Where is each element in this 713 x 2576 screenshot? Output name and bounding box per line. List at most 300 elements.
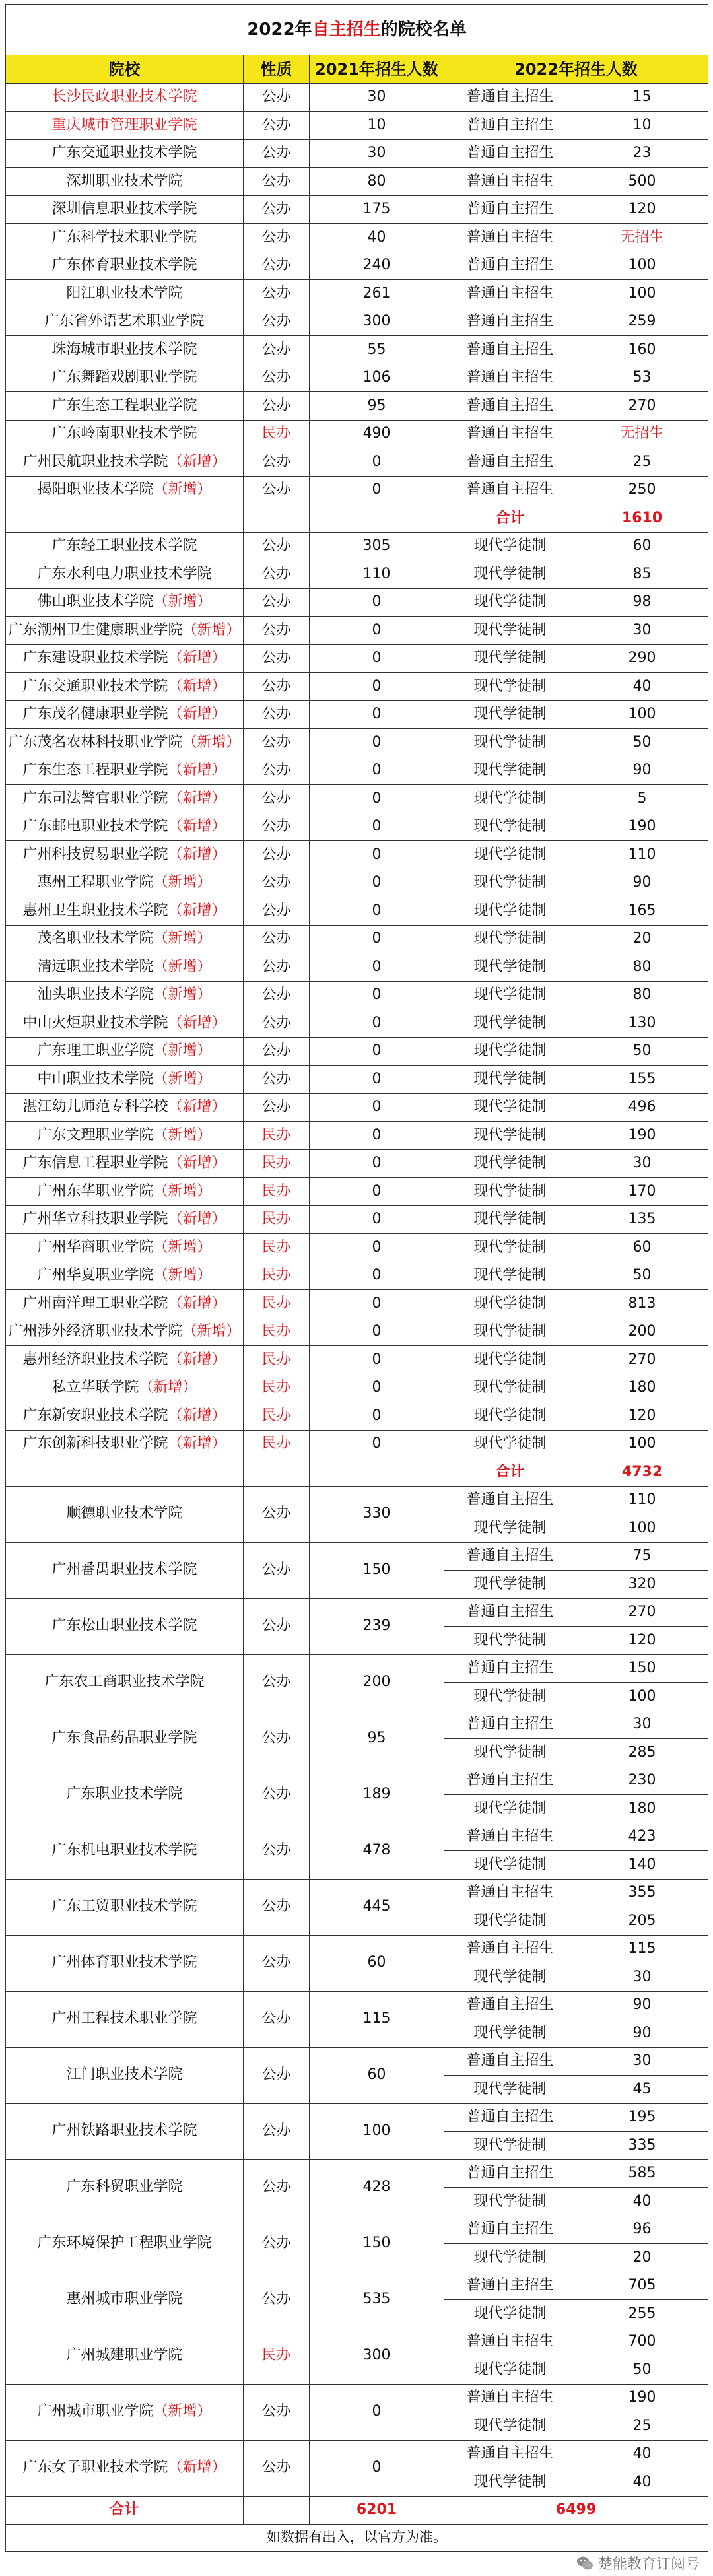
school-cell xyxy=(6,1037,244,1066)
nature-cell: 公办 xyxy=(244,1711,310,1767)
table-row xyxy=(6,1122,708,1150)
school-name: 惠州经济职业技术学院 xyxy=(22,1351,168,1368)
count-2022-cell: 85 xyxy=(576,560,708,589)
count-2022-cell: 75 xyxy=(576,1542,708,1571)
type-cell: 现代学徒制 xyxy=(444,700,576,729)
school-cell xyxy=(6,869,244,897)
count-2021-cell: 0 xyxy=(310,897,444,926)
count-2022-cell: 320 xyxy=(576,1571,708,1599)
footer-row xyxy=(6,2525,708,2552)
grand-total-row xyxy=(6,2496,708,2525)
count-2022-cell: 90 xyxy=(576,757,708,785)
nature-cell: 公办 xyxy=(244,392,310,421)
nature-cell: 公办 xyxy=(244,2384,310,2440)
school-name: 广州民航职业技术学院 xyxy=(22,453,168,470)
school-cell xyxy=(6,953,244,982)
new-tag: （新增） xyxy=(168,902,226,919)
count-2022-cell: 96 xyxy=(576,2216,708,2244)
type-cell: 普通自主招生 xyxy=(444,1935,576,1963)
type-cell: 现代学徒制 xyxy=(444,925,576,953)
nature-cell: 公办 xyxy=(244,2103,310,2159)
type-cell: 现代学徒制 xyxy=(444,1851,576,1880)
table-row xyxy=(6,785,708,813)
count-2021-cell: 60 xyxy=(310,1935,444,1991)
table-row xyxy=(6,1149,708,1178)
table-row xyxy=(6,644,708,673)
count-2022-cell: 100 xyxy=(576,700,708,729)
count-2021-cell: 0 xyxy=(310,476,444,504)
school-cell xyxy=(6,757,244,785)
count-2021-cell: 239 xyxy=(310,1598,444,1654)
school-name: 深圳信息职业技术学院 xyxy=(51,201,197,218)
type-cell: 普通自主招生 xyxy=(444,308,576,336)
type-cell: 现代学徒制 xyxy=(444,560,576,589)
type-cell: 普通自主招生 xyxy=(444,1991,576,2019)
table-row xyxy=(6,476,708,504)
nature-cell: 民办 xyxy=(244,1122,310,1150)
school-name: 广东邮电职业技术学院 xyxy=(22,818,168,835)
school-name: 惠州卫生职业技术学院 xyxy=(22,902,168,919)
nature-cell: 公办 xyxy=(244,2047,310,2103)
count-2022-cell: 496 xyxy=(576,1093,708,1122)
school-name: 广东信息工程职业学院 xyxy=(22,1155,168,1172)
school-cell xyxy=(6,1066,244,1094)
count-2022-cell: 30 xyxy=(576,617,708,645)
table-row xyxy=(6,1262,708,1290)
school-name: 广东省外语艺术职业学院 xyxy=(44,313,205,330)
count-2021-cell: 0 xyxy=(310,1234,444,1262)
new-tag: （新增） xyxy=(182,733,241,751)
table-row xyxy=(6,1374,708,1402)
type-cell: 现代学徒制 xyxy=(444,869,576,897)
table-row xyxy=(6,1009,708,1038)
page-title: 2022年自主招生的院校名单 xyxy=(6,5,708,55)
school-cell xyxy=(6,1767,244,1823)
count-2022-cell: 50 xyxy=(576,2356,708,2385)
type-cell: 普通自主招生 xyxy=(444,224,576,252)
type-cell: 现代学徒制 xyxy=(444,1346,576,1374)
school-name: 广东岭南职业技术学院 xyxy=(51,425,197,442)
new-tag: （新增） xyxy=(168,1351,226,1368)
school-cell xyxy=(6,1823,244,1879)
school-name: 广东水利电力职业技术学院 xyxy=(37,565,212,582)
count-2021-cell: 428 xyxy=(310,2159,444,2216)
nature-cell: 民办 xyxy=(244,1318,310,1346)
school-cell xyxy=(6,841,244,869)
count-2021-cell: 0 xyxy=(310,1093,444,1122)
school-cell xyxy=(6,588,244,617)
school-name: 广州番禺职业技术学院 xyxy=(51,1561,197,1578)
table-row xyxy=(6,1654,708,1683)
school-name: 广州铁路职业技术学院 xyxy=(51,2122,197,2140)
table-row xyxy=(6,560,708,589)
new-tag: （新增） xyxy=(168,1014,226,1031)
admission-table xyxy=(5,4,708,2552)
type-cell: 普通自主招生 xyxy=(444,476,576,504)
school-cell xyxy=(6,2159,244,2216)
school-cell xyxy=(6,1542,244,1598)
watermark-text: 楚能教育订阅号 xyxy=(597,2556,700,2573)
school-name: 广州东华职业学院 xyxy=(37,1182,154,1200)
school-name: 顺德职业技术学院 xyxy=(66,1505,183,1522)
count-2021-cell: 0 xyxy=(310,1149,444,1178)
table-row xyxy=(6,953,708,982)
school-cell xyxy=(6,617,244,645)
count-2022-cell: 30 xyxy=(576,1963,708,1992)
school-name: 广东生态工程职业学院 xyxy=(51,397,197,414)
school-name: 广东农工商职业技术学院 xyxy=(44,1674,205,1691)
count-2022-cell: 285 xyxy=(576,1739,708,1767)
new-tag: （新增） xyxy=(168,846,226,863)
nature-cell: 公办 xyxy=(244,869,310,897)
count-2022-cell: 100 xyxy=(576,1430,708,1458)
table-row xyxy=(6,2159,708,2188)
count-2022-cell: 120 xyxy=(576,195,708,224)
count-2022-cell: 45 xyxy=(576,2076,708,2104)
grand-total-2022: 6499 xyxy=(444,2496,708,2525)
nature-cell: 公办 xyxy=(244,532,310,560)
nature-cell: 公办 xyxy=(244,252,310,280)
nature-cell: 公办 xyxy=(244,813,310,841)
header-2022: 2022年招生人数 xyxy=(444,55,708,84)
subtotal-value: 4732 xyxy=(576,1458,708,1487)
title-row xyxy=(6,5,708,55)
nature-cell: 公办 xyxy=(244,83,310,112)
table-row xyxy=(6,1598,708,1627)
new-tag: （新增） xyxy=(168,762,226,779)
count-2022-cell: 98 xyxy=(576,588,708,617)
count-2022-cell: 120 xyxy=(576,1627,708,1655)
school-cell xyxy=(6,1234,244,1262)
table-row xyxy=(6,1066,708,1094)
type-cell: 现代学徒制 xyxy=(444,1262,576,1290)
school-name: 深圳职业技术学院 xyxy=(66,172,183,189)
count-2021-cell: 0 xyxy=(310,1009,444,1038)
count-2022-cell: 40 xyxy=(576,2440,708,2468)
type-cell: 现代学徒制 xyxy=(444,981,576,1009)
school-name: 揭阳职业技术学院 xyxy=(37,481,154,498)
count-2022-cell: 270 xyxy=(576,1346,708,1374)
type-cell: 普通自主招生 xyxy=(444,2103,576,2132)
nature-cell: 公办 xyxy=(244,2440,310,2496)
table-row xyxy=(6,195,708,224)
count-2021-cell: 0 xyxy=(310,841,444,869)
wechat-icon xyxy=(576,2554,594,2573)
nature-cell: 民办 xyxy=(244,1430,310,1458)
nature-cell: 公办 xyxy=(244,336,310,364)
table-row xyxy=(6,336,708,364)
new-tag: （新增） xyxy=(153,1267,212,1284)
nature-cell: 公办 xyxy=(244,1935,310,1991)
count-2021-cell: 300 xyxy=(310,308,444,336)
school-cell xyxy=(6,1486,244,1542)
school-cell xyxy=(6,1430,244,1458)
count-2022-cell: 290 xyxy=(576,644,708,673)
table-row xyxy=(6,2272,708,2300)
new-tag: （新增） xyxy=(153,1070,212,1087)
school-cell xyxy=(6,673,244,701)
count-2021-cell: 0 xyxy=(310,729,444,757)
count-2022-cell: 110 xyxy=(576,1486,708,1514)
header-school: 院校 xyxy=(6,55,244,84)
school-cell xyxy=(6,139,244,168)
count-2021-cell: 478 xyxy=(310,1823,444,1879)
table-row xyxy=(6,2047,708,2076)
count-2021-cell: 106 xyxy=(310,364,444,392)
type-cell: 普通自主招生 xyxy=(444,1486,576,1514)
count-2021-cell: 330 xyxy=(310,1486,444,1542)
count-2022-cell: 无招生 xyxy=(576,420,708,448)
count-2021-cell: 305 xyxy=(310,532,444,560)
empty-cell xyxy=(310,504,444,533)
school-cell xyxy=(6,252,244,280)
subtotal-row xyxy=(6,504,708,533)
type-cell: 现代学徒制 xyxy=(444,1122,576,1150)
count-2021-cell: 261 xyxy=(310,280,444,308)
count-2021-cell: 490 xyxy=(310,420,444,448)
school-name: 广州科技贸易职业学院 xyxy=(22,846,168,863)
count-2021-cell: 0 xyxy=(310,757,444,785)
type-cell: 普通自主招生 xyxy=(444,364,576,392)
nature-cell: 公办 xyxy=(244,1767,310,1823)
school-cell xyxy=(6,1205,244,1234)
table-row xyxy=(6,83,708,112)
school-name: 广东女子职业技术学院 xyxy=(22,2459,168,2476)
count-2021-cell: 0 xyxy=(310,1262,444,1290)
count-2021-cell: 10 xyxy=(310,112,444,140)
new-tag: （新增） xyxy=(153,930,212,947)
type-cell: 现代学徒制 xyxy=(444,1205,576,1234)
count-2022-cell: 20 xyxy=(576,2244,708,2272)
school-cell xyxy=(6,1598,244,1654)
subtotal-value: 1610 xyxy=(576,504,708,533)
nature-cell: 民办 xyxy=(244,1346,310,1374)
count-2022-cell: 335 xyxy=(576,2132,708,2160)
school-name: 中山职业技术学院 xyxy=(37,1070,154,1087)
nature-cell: 公办 xyxy=(244,981,310,1009)
empty-cell xyxy=(244,1458,310,1487)
nature-cell: 民办 xyxy=(244,1402,310,1431)
nature-cell: 公办 xyxy=(244,1009,310,1038)
count-2022-cell: 140 xyxy=(576,1851,708,1880)
empty-cell xyxy=(310,1458,444,1487)
school-name: 广东建设职业技术学院 xyxy=(22,650,168,667)
type-cell: 普通自主招生 xyxy=(444,392,576,421)
nature-cell: 公办 xyxy=(244,112,310,140)
type-cell: 现代学徒制 xyxy=(444,757,576,785)
count-2022-cell: 20 xyxy=(576,925,708,953)
school-cell xyxy=(6,1935,244,1991)
count-2022-cell: 60 xyxy=(576,532,708,560)
table-row xyxy=(6,617,708,645)
new-tag: （新增） xyxy=(153,1238,212,1256)
new-tag: （新增） xyxy=(168,790,226,807)
count-2022-cell: 205 xyxy=(576,1907,708,1936)
watermark xyxy=(572,2552,704,2575)
school-name: 重庆城市管理职业学院 xyxy=(51,116,197,133)
nature-cell: 公办 xyxy=(244,673,310,701)
count-2022-cell: 700 xyxy=(576,2328,708,2356)
nature-cell: 公办 xyxy=(244,308,310,336)
count-2021-cell: 40 xyxy=(310,224,444,252)
count-2021-cell: 95 xyxy=(310,392,444,421)
school-name: 广东体育职业技术学院 xyxy=(51,257,197,274)
count-2021-cell: 0 xyxy=(310,1205,444,1234)
school-cell xyxy=(6,532,244,560)
count-2022-cell: 270 xyxy=(576,392,708,421)
type-cell: 普通自主招生 xyxy=(444,1823,576,1851)
school-name: 广州城建职业学院 xyxy=(66,2347,183,2364)
count-2021-cell: 110 xyxy=(310,560,444,589)
table-row xyxy=(6,981,708,1009)
school-name: 清远职业技术学院 xyxy=(37,958,154,975)
count-2022-cell: 10 xyxy=(576,112,708,140)
count-2021-cell: 240 xyxy=(310,252,444,280)
school-name: 广东交通职业技术学院 xyxy=(22,677,168,695)
school-name: 广东轻工职业技术学院 xyxy=(51,537,197,555)
type-cell: 普通自主招生 xyxy=(444,420,576,448)
table-row xyxy=(6,448,708,477)
school-name: 广东理工职业学院 xyxy=(37,1042,154,1060)
school-name: 广州涉外经济职业技术学院 xyxy=(8,1323,183,1340)
table-row xyxy=(6,308,708,336)
count-2022-cell: 120 xyxy=(576,1402,708,1431)
nature-cell: 公办 xyxy=(244,1598,310,1654)
table-row xyxy=(6,1486,708,1514)
count-2022-cell: 100 xyxy=(576,1514,708,1543)
count-2021-cell: 30 xyxy=(310,83,444,112)
header-2021: 2021年招生人数 xyxy=(310,55,444,84)
nature-cell: 公办 xyxy=(244,476,310,504)
count-2021-cell: 200 xyxy=(310,1654,444,1711)
table-row xyxy=(6,1178,708,1206)
new-tag: （新增） xyxy=(153,1182,212,1200)
school-cell xyxy=(6,1178,244,1206)
table-row xyxy=(6,139,708,168)
count-2022-cell: 150 xyxy=(576,1654,708,1683)
new-tag: （新增） xyxy=(168,706,226,723)
type-cell: 普通自主招生 xyxy=(444,2440,576,2468)
nature-cell: 公办 xyxy=(244,364,310,392)
type-cell: 现代学徒制 xyxy=(444,1963,576,1992)
school-name: 广州城市职业学院 xyxy=(37,2403,154,2420)
count-2021-cell: 0 xyxy=(310,2440,444,2496)
table-row xyxy=(6,1879,708,1907)
type-cell: 普通自主招生 xyxy=(444,1542,576,1571)
table-row xyxy=(6,392,708,421)
type-cell: 现代学徒制 xyxy=(444,2356,576,2385)
school-cell xyxy=(6,2047,244,2103)
count-2022-cell: 500 xyxy=(576,168,708,196)
nature-cell: 公办 xyxy=(244,1037,310,1066)
nature-cell: 公办 xyxy=(244,560,310,589)
type-cell: 现代学徒制 xyxy=(444,1234,576,1262)
count-2021-cell: 115 xyxy=(310,1991,444,2047)
type-cell: 现代学徒制 xyxy=(444,617,576,645)
table-row xyxy=(6,252,708,280)
count-2021-cell: 55 xyxy=(310,336,444,364)
count-2022-cell: 40 xyxy=(576,2188,708,2216)
type-cell: 现代学徒制 xyxy=(444,1430,576,1458)
type-cell: 现代学徒制 xyxy=(444,785,576,813)
type-cell: 普通自主招生 xyxy=(444,1767,576,1795)
type-cell: 现代学徒制 xyxy=(444,588,576,617)
count-2021-cell: 0 xyxy=(310,953,444,982)
count-2021-cell: 0 xyxy=(310,1374,444,1402)
type-cell: 普通自主招生 xyxy=(444,2047,576,2076)
nature-cell: 民办 xyxy=(244,1178,310,1206)
count-2022-cell: 50 xyxy=(576,1037,708,1066)
count-2021-cell: 0 xyxy=(310,1037,444,1066)
nature-cell: 公办 xyxy=(244,2159,310,2216)
type-cell: 现代学徒制 xyxy=(444,2188,576,2216)
count-2022-cell: 30 xyxy=(576,1711,708,1739)
count-2022-cell: 90 xyxy=(576,2019,708,2048)
count-2021-cell: 175 xyxy=(310,195,444,224)
nature-cell: 公办 xyxy=(244,925,310,953)
school-cell xyxy=(6,729,244,757)
nature-cell: 公办 xyxy=(244,1093,310,1122)
table-row xyxy=(6,168,708,196)
nature-cell: 公办 xyxy=(244,953,310,982)
count-2022-cell: 135 xyxy=(576,1205,708,1234)
type-cell: 普通自主招生 xyxy=(444,112,576,140)
count-2022-cell: 30 xyxy=(576,1149,708,1178)
school-name: 广东食品药品职业学院 xyxy=(51,1730,197,1747)
table-row xyxy=(6,1767,708,1795)
empty-cell xyxy=(244,2496,310,2525)
new-tag: （新增） xyxy=(182,621,241,638)
table-row xyxy=(6,2328,708,2356)
school-cell xyxy=(6,2440,244,2496)
nature-cell: 公办 xyxy=(244,2216,310,2272)
school-name: 湛江幼儿师范专科学校 xyxy=(22,1099,168,1116)
count-2021-cell: 0 xyxy=(310,1066,444,1094)
type-cell: 现代学徒制 xyxy=(444,1178,576,1206)
school-name: 广东舞蹈戏剧职业学院 xyxy=(51,369,197,386)
count-2022-cell: 155 xyxy=(576,1066,708,1094)
count-2022-cell: 30 xyxy=(576,2047,708,2076)
count-2022-cell: 50 xyxy=(576,1262,708,1290)
type-cell: 现代学徒制 xyxy=(444,644,576,673)
type-cell: 现代学徒制 xyxy=(444,1402,576,1431)
count-2022-cell: 250 xyxy=(576,476,708,504)
table-row xyxy=(6,841,708,869)
new-tag: （新增） xyxy=(168,1211,226,1228)
count-2021-cell: 80 xyxy=(310,168,444,196)
school-name: 汕头职业技术学院 xyxy=(37,986,154,1003)
table-row xyxy=(6,1402,708,1431)
nature-cell: 公办 xyxy=(244,1879,310,1935)
type-cell: 普通自主招生 xyxy=(444,2328,576,2356)
table-row xyxy=(6,1935,708,1963)
subtotal-row xyxy=(6,1458,708,1487)
nature-cell: 公办 xyxy=(244,195,310,224)
count-2022-cell: 170 xyxy=(576,1178,708,1206)
school-cell xyxy=(6,2272,244,2328)
new-tag: （新增） xyxy=(153,874,212,891)
nature-cell: 公办 xyxy=(244,729,310,757)
count-2021-cell: 150 xyxy=(310,2216,444,2272)
nature-cell: 公办 xyxy=(244,168,310,196)
count-2022-cell: 190 xyxy=(576,813,708,841)
type-cell: 普通自主招生 xyxy=(444,2384,576,2412)
nature-cell: 公办 xyxy=(244,448,310,477)
subtotal-label: 合计 xyxy=(444,504,576,533)
new-tag: （新增） xyxy=(168,2459,226,2476)
type-cell: 现代学徒制 xyxy=(444,2412,576,2441)
school-cell xyxy=(6,1122,244,1150)
